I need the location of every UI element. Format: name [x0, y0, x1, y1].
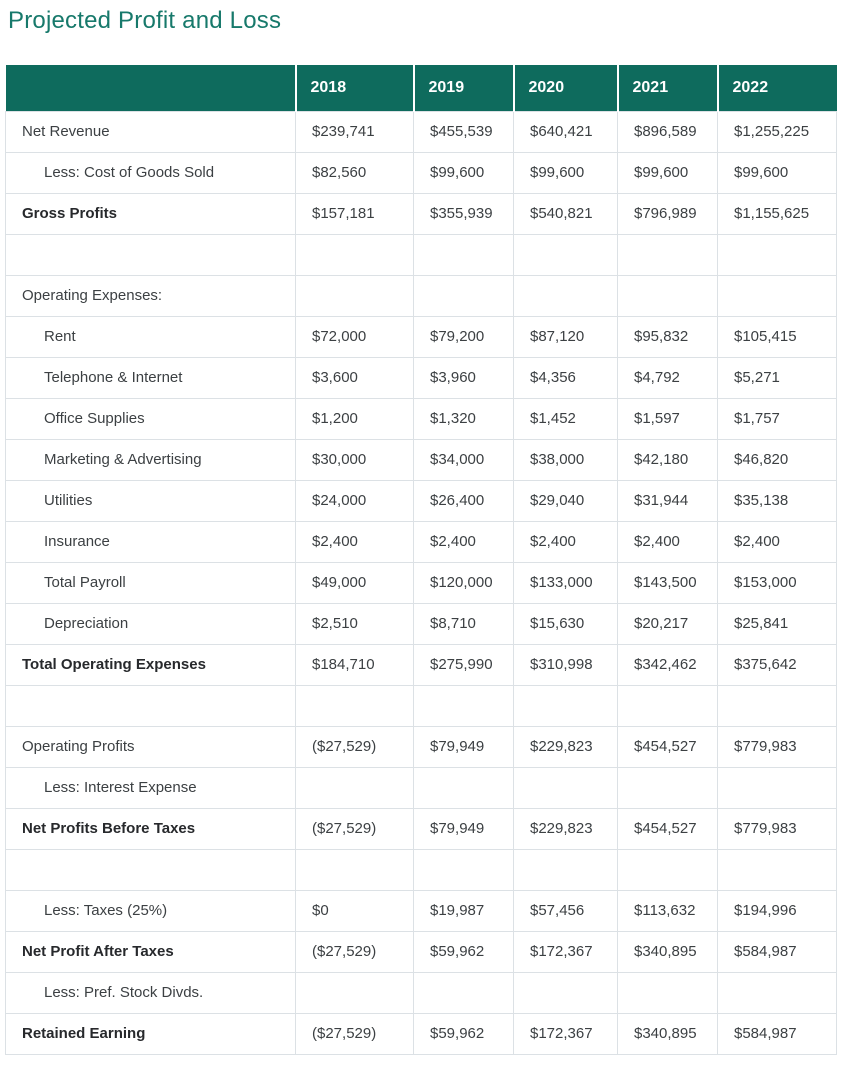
cell-value: $454,527	[618, 808, 718, 849]
cell-value: $157,181	[296, 193, 414, 234]
table-row	[6, 972, 837, 1013]
cell-value: $1,452	[514, 398, 618, 439]
cell-value: $2,400	[414, 521, 514, 562]
cell-value: $896,589	[618, 111, 718, 152]
header-cell-2018: 2018	[296, 65, 414, 111]
table-row	[6, 152, 837, 193]
cell-value	[296, 275, 414, 316]
row-label: Marketing & Advertising	[6, 439, 296, 480]
cell-value	[414, 234, 514, 275]
cell-value: $342,462	[618, 644, 718, 685]
cell-value: $42,180	[618, 439, 718, 480]
cell-value: $194,996	[718, 890, 837, 931]
table-row	[6, 808, 837, 849]
table-row	[6, 521, 837, 562]
table-row	[6, 603, 837, 644]
cell-value	[514, 767, 618, 808]
cell-value: $87,120	[514, 316, 618, 357]
header-cell-2022: 2022	[718, 65, 837, 111]
cell-value: $455,539	[414, 111, 514, 152]
cell-value: $4,356	[514, 357, 618, 398]
cell-value: $172,367	[514, 931, 618, 972]
table-row	[6, 562, 837, 603]
cell-value: $2,400	[514, 521, 618, 562]
cell-value: $31,944	[618, 480, 718, 521]
cell-value: $8,710	[414, 603, 514, 644]
table-row	[6, 480, 837, 521]
cell-value: $454,527	[618, 726, 718, 767]
cell-value: $1,155,625	[718, 193, 837, 234]
cell-value: $20,217	[618, 603, 718, 644]
cell-value: $49,000	[296, 562, 414, 603]
header-cell-2020: 2020	[514, 65, 618, 111]
cell-value: $82,560	[296, 152, 414, 193]
cell-value: $105,415	[718, 316, 837, 357]
cell-value: ($27,529)	[296, 808, 414, 849]
cell-value	[514, 234, 618, 275]
row-label	[6, 685, 296, 726]
row-label: Gross Profits	[6, 193, 296, 234]
profit-loss-table	[5, 65, 837, 1055]
table-row	[6, 1013, 837, 1054]
row-label: Net Profit After Taxes	[6, 931, 296, 972]
cell-value: $72,000	[296, 316, 414, 357]
cell-value: ($27,529)	[296, 726, 414, 767]
table-row	[6, 234, 837, 275]
cell-value: $46,820	[718, 439, 837, 480]
row-label: Less: Taxes (25%)	[6, 890, 296, 931]
cell-value: $355,939	[414, 193, 514, 234]
cell-value	[718, 767, 837, 808]
cell-value: $1,757	[718, 398, 837, 439]
cell-value: $79,949	[414, 726, 514, 767]
cell-value: $79,949	[414, 808, 514, 849]
row-label: Operating Expenses:	[6, 275, 296, 316]
cell-value	[718, 275, 837, 316]
cell-value: $3,600	[296, 357, 414, 398]
cell-value: ($27,529)	[296, 931, 414, 972]
cell-value: $133,000	[514, 562, 618, 603]
table-row	[6, 111, 837, 152]
cell-value: $184,710	[296, 644, 414, 685]
row-label: Retained Earning	[6, 1013, 296, 1054]
cell-value	[414, 275, 514, 316]
cell-value: $79,200	[414, 316, 514, 357]
cell-value: $34,000	[414, 439, 514, 480]
cell-value: $2,400	[618, 521, 718, 562]
cell-value	[618, 767, 718, 808]
cell-value: $310,998	[514, 644, 618, 685]
row-label	[6, 234, 296, 275]
cell-value: ($27,529)	[296, 1013, 414, 1054]
cell-value	[414, 972, 514, 1013]
cell-value: $584,987	[718, 931, 837, 972]
cell-value: $1,320	[414, 398, 514, 439]
row-label: Insurance	[6, 521, 296, 562]
cell-value: $796,989	[618, 193, 718, 234]
cell-value: $59,962	[414, 1013, 514, 1054]
row-label: Office Supplies	[6, 398, 296, 439]
table-row	[6, 685, 837, 726]
cell-value	[618, 275, 718, 316]
row-label: Net Revenue	[6, 111, 296, 152]
cell-value: $1,597	[618, 398, 718, 439]
cell-value: $229,823	[514, 726, 618, 767]
cell-value	[514, 685, 618, 726]
table-row	[6, 767, 837, 808]
cell-value: $3,960	[414, 357, 514, 398]
cell-value: $779,983	[718, 726, 837, 767]
cell-value	[514, 849, 618, 890]
cell-value	[618, 972, 718, 1013]
cell-value	[718, 849, 837, 890]
table-body	[6, 111, 837, 1054]
cell-value: $99,600	[618, 152, 718, 193]
cell-value: $5,271	[718, 357, 837, 398]
cell-value: $375,642	[718, 644, 837, 685]
row-label: Utilities	[6, 480, 296, 521]
cell-value: $229,823	[514, 808, 618, 849]
cell-value: $35,138	[718, 480, 837, 521]
cell-value: $29,040	[514, 480, 618, 521]
header-row	[6, 65, 837, 111]
cell-value: $95,832	[618, 316, 718, 357]
cell-value: $340,895	[618, 1013, 718, 1054]
cell-value: $59,962	[414, 931, 514, 972]
row-label: Less: Pref. Stock Divds.	[6, 972, 296, 1013]
table-header	[6, 65, 837, 111]
cell-value: $113,632	[618, 890, 718, 931]
cell-value: $15,630	[514, 603, 618, 644]
cell-value: $57,456	[514, 890, 618, 931]
table-row	[6, 931, 837, 972]
row-label: Net Profits Before Taxes	[6, 808, 296, 849]
cell-value	[514, 275, 618, 316]
row-label: Operating Profits	[6, 726, 296, 767]
header-cell-label	[6, 65, 296, 111]
cell-value	[414, 767, 514, 808]
cell-value	[718, 234, 837, 275]
cell-value: $19,987	[414, 890, 514, 931]
cell-value	[618, 849, 718, 890]
table-row	[6, 275, 837, 316]
cell-value	[618, 685, 718, 726]
cell-value: $25,841	[718, 603, 837, 644]
table-row	[6, 193, 837, 234]
cell-value: $2,400	[718, 521, 837, 562]
cell-value	[296, 234, 414, 275]
cell-value: $120,000	[414, 562, 514, 603]
row-label: Less: Interest Expense	[6, 767, 296, 808]
cell-value	[514, 972, 618, 1013]
header-cell-2021: 2021	[618, 65, 718, 111]
cell-value: $99,600	[414, 152, 514, 193]
row-label: Rent	[6, 316, 296, 357]
cell-value	[718, 972, 837, 1013]
cell-value	[296, 767, 414, 808]
cell-value	[414, 849, 514, 890]
cell-value: $1,200	[296, 398, 414, 439]
cell-value: $779,983	[718, 808, 837, 849]
row-label	[6, 849, 296, 890]
header-cell-2019: 2019	[414, 65, 514, 111]
cell-value	[296, 849, 414, 890]
cell-value: $2,510	[296, 603, 414, 644]
cell-value	[296, 972, 414, 1013]
cell-value: $172,367	[514, 1013, 618, 1054]
cell-value: $99,600	[718, 152, 837, 193]
table-row	[6, 726, 837, 767]
table-row	[6, 644, 837, 685]
row-label: Less: Cost of Goods Sold	[6, 152, 296, 193]
cell-value: $540,821	[514, 193, 618, 234]
cell-value: $0	[296, 890, 414, 931]
row-label: Depreciation	[6, 603, 296, 644]
cell-value: $275,990	[414, 644, 514, 685]
cell-value: $584,987	[718, 1013, 837, 1054]
row-label: Total Operating Expenses	[6, 644, 296, 685]
cell-value: $30,000	[296, 439, 414, 480]
cell-value: $2,400	[296, 521, 414, 562]
page-title: Projected Profit and Loss	[8, 7, 282, 34]
cell-value	[618, 234, 718, 275]
table-row	[6, 357, 837, 398]
row-label: Total Payroll	[6, 562, 296, 603]
cell-value: $143,500	[618, 562, 718, 603]
table-row	[6, 398, 837, 439]
cell-value: $239,741	[296, 111, 414, 152]
cell-value: $26,400	[414, 480, 514, 521]
cell-value: $153,000	[718, 562, 837, 603]
cell-value: $38,000	[514, 439, 618, 480]
cell-value	[296, 685, 414, 726]
row-label: Telephone & Internet	[6, 357, 296, 398]
cell-value: $24,000	[296, 480, 414, 521]
table-row	[6, 439, 837, 480]
table-row	[6, 849, 837, 890]
table-row	[6, 890, 837, 931]
table-row	[6, 316, 837, 357]
cell-value: $1,255,225	[718, 111, 837, 152]
cell-value: $640,421	[514, 111, 618, 152]
cell-value	[414, 685, 514, 726]
cell-value: $99,600	[514, 152, 618, 193]
cell-value: $340,895	[618, 931, 718, 972]
cell-value	[718, 685, 837, 726]
cell-value: $4,792	[618, 357, 718, 398]
